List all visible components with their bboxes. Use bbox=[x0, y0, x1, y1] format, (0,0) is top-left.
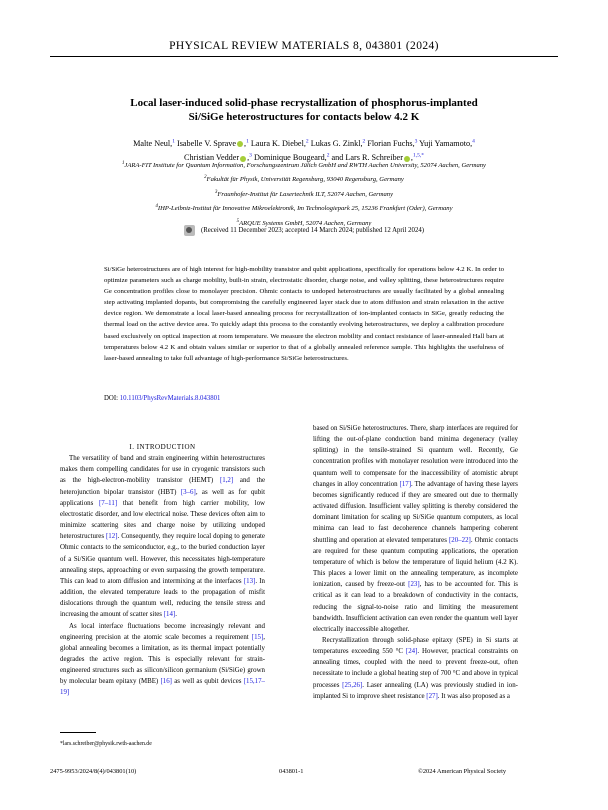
body-text: As local interface fluctuations become increasingly relevant and engineering precision at the atomic scale becomes a requirement bbox=[60, 622, 265, 641]
abstract: Si/SiGe heterostructures are of high interest for high-mobility transistor and qubit applications, specifically for operations below 4.2 K. In order to optimize parameters such as charge mobility, built-in strain, electrostatic disorder, charge noise, and valley splitting, these heterostructures require Ge concentration profiles close to monolayer precision. Ohmic contacts to undoped heterostructures are usually facilitated by a global annealing step activating implanted dopants, but compromising the carefully engineered layer stack due to atom diffusion and strain relaxation in the active device region. We demonstrate a local laser-based annealing process for recrystallization of ion-implanted contacts in SiGe, greatly reducing the thermal load on the active device area. To quickly adapt this process to the constantly evolving heterostructures, we deploy a calibration procedure based exclusively on optical inspection at room temperature. We measure the electron mobility and contact resistance of laser-annealed Hall bars at temperatures below 4.2 K and obtain values similar or superior to that of a globally annealed reference sample. This highlights the usefulness of laser-based annealing to take full advantage of high-performance Si/SiGe heterostructures. bbox=[104, 266, 504, 362]
affiliation-text: Fraunhofer-Institut für Lasertechnik ILT, 52074 Aachen, Germany bbox=[217, 191, 394, 199]
footer-issn: 2475-9953/2024/8(4)/043801(10) bbox=[50, 768, 137, 775]
body-text: . Consequently, they require local doping to generate Ohmic contacts to the semiconductor, e.g., to the buried conduction layer of a Si/SiGe quantum well. However, this necessitates high-temperature annealing steps, approaching or even surpassing the growth temperature. This can lead to atom diffusion and intermixing at the interfaces bbox=[60, 533, 265, 585]
affiliation bbox=[40, 187, 568, 201]
citation-link[interactable]: [14] bbox=[163, 611, 176, 619]
affiliation-number: 5 bbox=[236, 218, 240, 224]
author: Christian Vedder ,$^3$ bbox=[184, 152, 252, 163]
crossmark-icon[interactable] bbox=[184, 225, 195, 236]
author-name: Isabelle V. Sprave bbox=[176, 138, 237, 148]
received-dates bbox=[40, 224, 568, 238]
intro-paragraph-3 bbox=[313, 423, 518, 635]
affiliation bbox=[40, 172, 568, 186]
header-rule bbox=[50, 56, 558, 57]
intro-paragraph-1 bbox=[60, 453, 265, 620]
body-text: , has to be accounted for. This is critical as it can lead to a breakdown of conductivity in the contacts, reducing the signal-to-noise ratio and limiting the measurement bandwidth. Insufficient activation can even render the quantum well layer electrically inaccessible altogether. bbox=[313, 581, 518, 633]
body-text: . However, practical constraints on annealing times, coupled with the need to prevent freeze-out, often necessitate to include a global heating step of 700 °C and above in typical processes bbox=[313, 648, 519, 689]
body-text: . Ohmic contacts are required for these quantum computing applications, the operation temperature of which is below the temperature of liquid helium (4.2 K). This places a lower limit on the annealing temperature, as incomplete ionization, caused by freeze-out bbox=[313, 536, 519, 589]
affiliation bbox=[40, 158, 568, 172]
intro-paragraph-4 bbox=[313, 635, 518, 702]
citation-link[interactable]: [15] bbox=[251, 633, 264, 641]
footer-copyright: ©2024 American Physical Society bbox=[418, 768, 507, 775]
citation-link[interactable]: [23] bbox=[408, 581, 420, 589]
citation-link[interactable]: [17] bbox=[399, 480, 412, 488]
received-text: (Received 11 December 2023; accepted 14 March 2024; published 12 April 2024) bbox=[200, 227, 425, 234]
affiliation-text: Fakultät für Physik, Universität Regensburg, 93040 Regensburg, Germany bbox=[206, 176, 404, 184]
affiliation-number: 2 bbox=[204, 175, 207, 181]
author bbox=[133, 139, 175, 148]
footnote-email[interactable]: *lars.schreiber@physik.rwth-aachen.de bbox=[60, 741, 152, 747]
citation-link[interactable]: [3–6] bbox=[180, 488, 196, 496]
orcid-icon[interactable] bbox=[237, 141, 243, 147]
citation-link[interactable]: [15,17–19] bbox=[60, 678, 265, 697]
paper-title bbox=[60, 96, 548, 124]
author-name: Lukas G. Zinkl, bbox=[310, 138, 363, 148]
body-text: , as well as for qubit applications bbox=[60, 488, 265, 507]
affiliation-number: 3 bbox=[214, 189, 218, 195]
affiliation bbox=[40, 201, 568, 215]
affiliation-marker[interactable]: 1 bbox=[246, 138, 249, 144]
author bbox=[251, 139, 309, 148]
body-text: , global annealing becomes a limitation, as its thermal impact potentially degrades the active region. This is especially relevant for strain-engineered structures such as silicon/silicon germanium (Si/SiGe) grown by molecular beam epitaxy (MBE) bbox=[60, 633, 265, 686]
body-text: . The advantage of having these layers becomes significantly reduced if they are smeared out due to thermally activated diffusion. Insufficient valley splitting is thereby considered the dominant limitation for scaling up Si/SiGe quantum computers, as local minima can lead to fast decoherence channels hampering coherent shuttling and operation at elevated temperatures bbox=[313, 480, 518, 544]
journal-header: PHYSICAL REVIEW MATERIALS 8, 043801 (2024) bbox=[169, 40, 439, 52]
citation-link[interactable]: [16] bbox=[160, 678, 172, 686]
doi-label: DOI: bbox=[104, 395, 118, 402]
body-text: Recrystallization through solid-phase epitaxy (SPE) in Si starts at temperatures exceeding 550 °C bbox=[313, 636, 518, 656]
doi bbox=[104, 395, 220, 402]
body-text: The versatility of band and strain engineering within heterostructures makes them compelling candidates for use in cryogenic transistors such as the high-electron-mobility transistor (HEMT) bbox=[60, 455, 265, 485]
author-name: Malte Neul, bbox=[133, 138, 173, 148]
affiliations bbox=[40, 158, 568, 230]
right-column bbox=[313, 423, 518, 702]
affiliation-marker[interactable]: 4 bbox=[472, 138, 475, 144]
affiliation-marker[interactable]: 1 bbox=[172, 138, 175, 144]
citation-link[interactable]: [20–22] bbox=[449, 536, 471, 544]
body-text: and the heterojunction bipolar transistor (HBT) bbox=[60, 477, 266, 496]
left-column bbox=[60, 442, 265, 699]
title-line-1: Local laser-induced solid-phase recrystallization of phosphorus-implanted bbox=[130, 97, 478, 109]
affiliation-marker[interactable]: 3 bbox=[414, 138, 418, 144]
author-name: and Lars R. Schreiber bbox=[331, 153, 403, 163]
citation-link[interactable]: [24] bbox=[405, 648, 418, 656]
affiliation-marker[interactable]: 2 bbox=[362, 138, 366, 144]
citation-link[interactable]: [7–11] bbox=[99, 499, 118, 507]
title-line-2: Si/SiGe heterostructures for contacts below 4.2 K bbox=[188, 111, 420, 123]
affiliation-marker[interactable]: 2 bbox=[326, 152, 330, 159]
author: and Lars R. Schreiber ,$^{1,5,*}$ bbox=[331, 152, 424, 163]
body-text: based on Si/SiGe heterostructures. There, sharp interfaces are required for lifting the out-of-plane conduction band minima degeneracy (valley splitting) in the tensile-strained Si quantum well. Recently, Ge concentration profiles with monolayer resolution were introduced into the quantum well to compensate for the inaccessibility of atomistic abrupt changes in alloy concentration bbox=[313, 425, 518, 488]
footnote-rule bbox=[60, 732, 96, 733]
affiliation-marker[interactable]: 3 bbox=[249, 152, 252, 159]
author bbox=[419, 139, 475, 148]
author-name: Laura K. Diebel, bbox=[250, 138, 306, 148]
citation-link[interactable]: [27] bbox=[426, 692, 438, 700]
body-text: . It was also proposed as a bbox=[437, 692, 510, 700]
body-text: . In addition, the elevated temperature leads to the propagation of misfit dislocations through the quantum well, reducing the tensile stress and increasing the amount of scatter sites bbox=[60, 577, 266, 619]
author-name: Florian Fuchs, bbox=[367, 138, 415, 148]
citation-link[interactable]: [1,2] bbox=[219, 477, 234, 485]
affiliation-text: IHP-Leibniz-Institut für Innovative Mikroelektronik, Im Technologiepark 25, 15236 Frankfurt (Oder), Germany bbox=[157, 205, 453, 213]
footer-page-number: 043801-1 bbox=[279, 768, 304, 775]
affiliation-number: 4 bbox=[155, 204, 158, 210]
intro-paragraph-2 bbox=[60, 621, 265, 699]
body-text: . bbox=[175, 611, 177, 619]
author: Isabelle V. Sprave ,$^1$ bbox=[176, 138, 249, 148]
section-heading: I. INTRODUCTION bbox=[129, 443, 196, 451]
author-name: Christian Vedder bbox=[184, 153, 240, 163]
affiliation-marker[interactable]: 1,5,* bbox=[412, 152, 424, 159]
affiliation-text: ARQUE Systems GmbH, 52074 Aachen, Germany bbox=[239, 220, 372, 228]
author bbox=[367, 139, 417, 148]
citation-link[interactable]: [13] bbox=[243, 577, 256, 585]
affiliation-number: 1 bbox=[122, 161, 125, 166]
body-text: . Laser annealing (LA) was previously studied in ion-implanted Si to improve sheet resistance bbox=[313, 681, 518, 700]
body-text: that benefit from high carrier mobility, low electrostatic disorder, and low electrical noise. These devices often aim to minimize scattering sites and charge noise by utilizing undoped heterostructures bbox=[60, 499, 265, 541]
author-name: Dominique Bougeard, bbox=[253, 153, 327, 163]
body-text: as well as qubit devices bbox=[171, 678, 244, 686]
author-name: Yuji Yamamoto, bbox=[419, 138, 473, 148]
affiliation-text: JARA-FIT Institute for Quantum Information, Forschungszentrum Jülich GmbH and RWTH Aachen University, 52074 Aachen, Germany bbox=[124, 162, 486, 170]
affiliation-marker[interactable]: 2 bbox=[305, 138, 309, 144]
citation-link[interactable]: [25,26] bbox=[342, 681, 363, 689]
citation-link[interactable]: [12] bbox=[106, 533, 118, 541]
doi-link[interactable]: 10.1103/PhysRevMaterials.8.043801 bbox=[119, 395, 221, 402]
author bbox=[311, 139, 366, 148]
